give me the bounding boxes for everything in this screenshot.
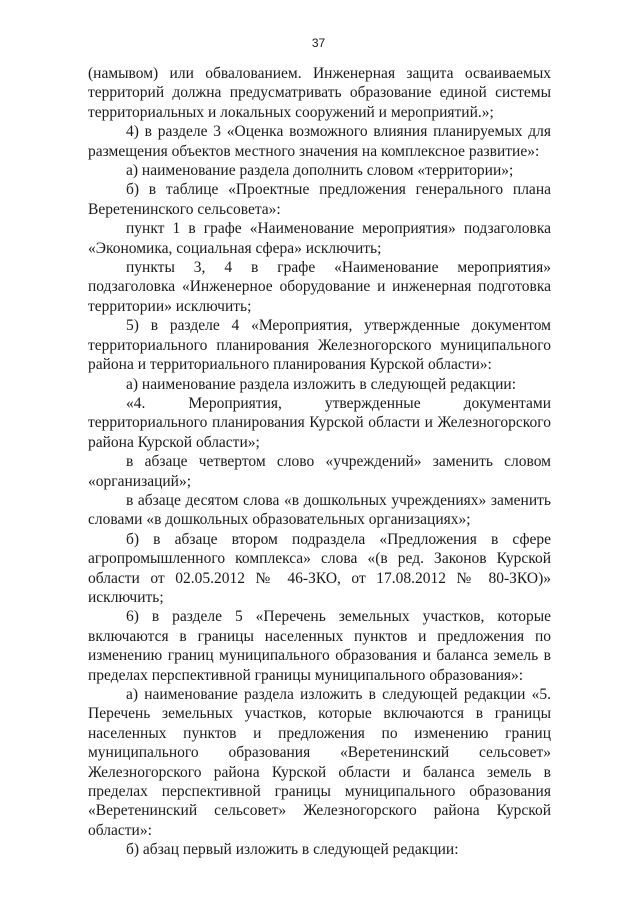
paragraph-item-5b: б) в абзаце втором подраздела «Предложения в сфере агропромышленного комплекса» слова «(в ред. Законов Курской области от 02.05.2012 № 46-ЗКО, от 17.08.2012 № 80-ЗКО)» исключить; [88, 530, 551, 606]
paragraph-quote-section-4: «4. Мероприятия, утвержденные документами территориального планирования Курской области и Железногорского района Курской области»; [88, 394, 551, 451]
paragraph-item-6: 6) в разделе 5 «Перечень земельных участков, которые включаются в границы населенных пунктов и предложения по изменению границ муниципального образования и баланса земель в пределах перспективной границы муниципального образования»: [88, 608, 551, 684]
paragraph-paragraph-ten: в абзаце десятом слова «в дошкольных учреждениях» заменить словами «в дошкольных образовательных организациях»; [88, 491, 551, 529]
paragraph-item-4a: а) наименование раздела дополнить словом «территории»; [126, 162, 514, 180]
paragraph-point-1: пункт 1 в графе «Наименование мероприятия» подзаголовка «Экономика, социальная сфера» исключить; [88, 220, 551, 257]
paragraph-item-6a: а) наименование раздела изложить в следующей редакции «5. Перечень земельных участков, которые включаются в границы населенных пунктов и предложения по изменению границ муниципального образования «Веретенинский сельсовет» Железногорского района Курской области и баланса земель в пределах перспективной границы муниципального образования «Веретенинский сельсовет» Железногорского района Курской области»: [88, 686, 551, 839]
document-body [88, 64, 551, 860]
paragraph-continuation: (намывом) или обвалованием. Инженерная защита осваиваемых территорий должна предусматривать образование единой системы территориальных и локальных сооружений и мероприятий.»; [88, 65, 551, 121]
paragraph-item-4: 4) в разделе 3 «Оценка возможного влияния планируемых для размещения объектов местного значения на комплексное развитие»: [88, 123, 551, 160]
paragraph-points-3-4: пункты 3, 4 в графе «Наименование мероприятия» подзаголовка «Инженерное оборудование и инженерная подготовка территории» исключить; [88, 259, 551, 315]
paragraph-item-4b: б) в таблице «Проектные предложения генерального плана Веретенинского сельсовета»: [88, 181, 551, 218]
page-number: 37 [311, 36, 326, 50]
paragraph-item-6b: б) абзац первый изложить в следующей редакции: [126, 841, 459, 859]
paragraph-item-5: 5) в разделе 4 «Мероприятия, утвержденные документом территориального планирования Железногорского муниципального района и территориального планирования Курской области»: [88, 317, 551, 374]
paragraph-paragraph-four: в абзаце четвертом слово «учреждений» заменить словом «организаций»; [88, 453, 551, 490]
paragraph-item-5a: а) наименование раздела изложить в следующей редакции: [126, 375, 517, 393]
